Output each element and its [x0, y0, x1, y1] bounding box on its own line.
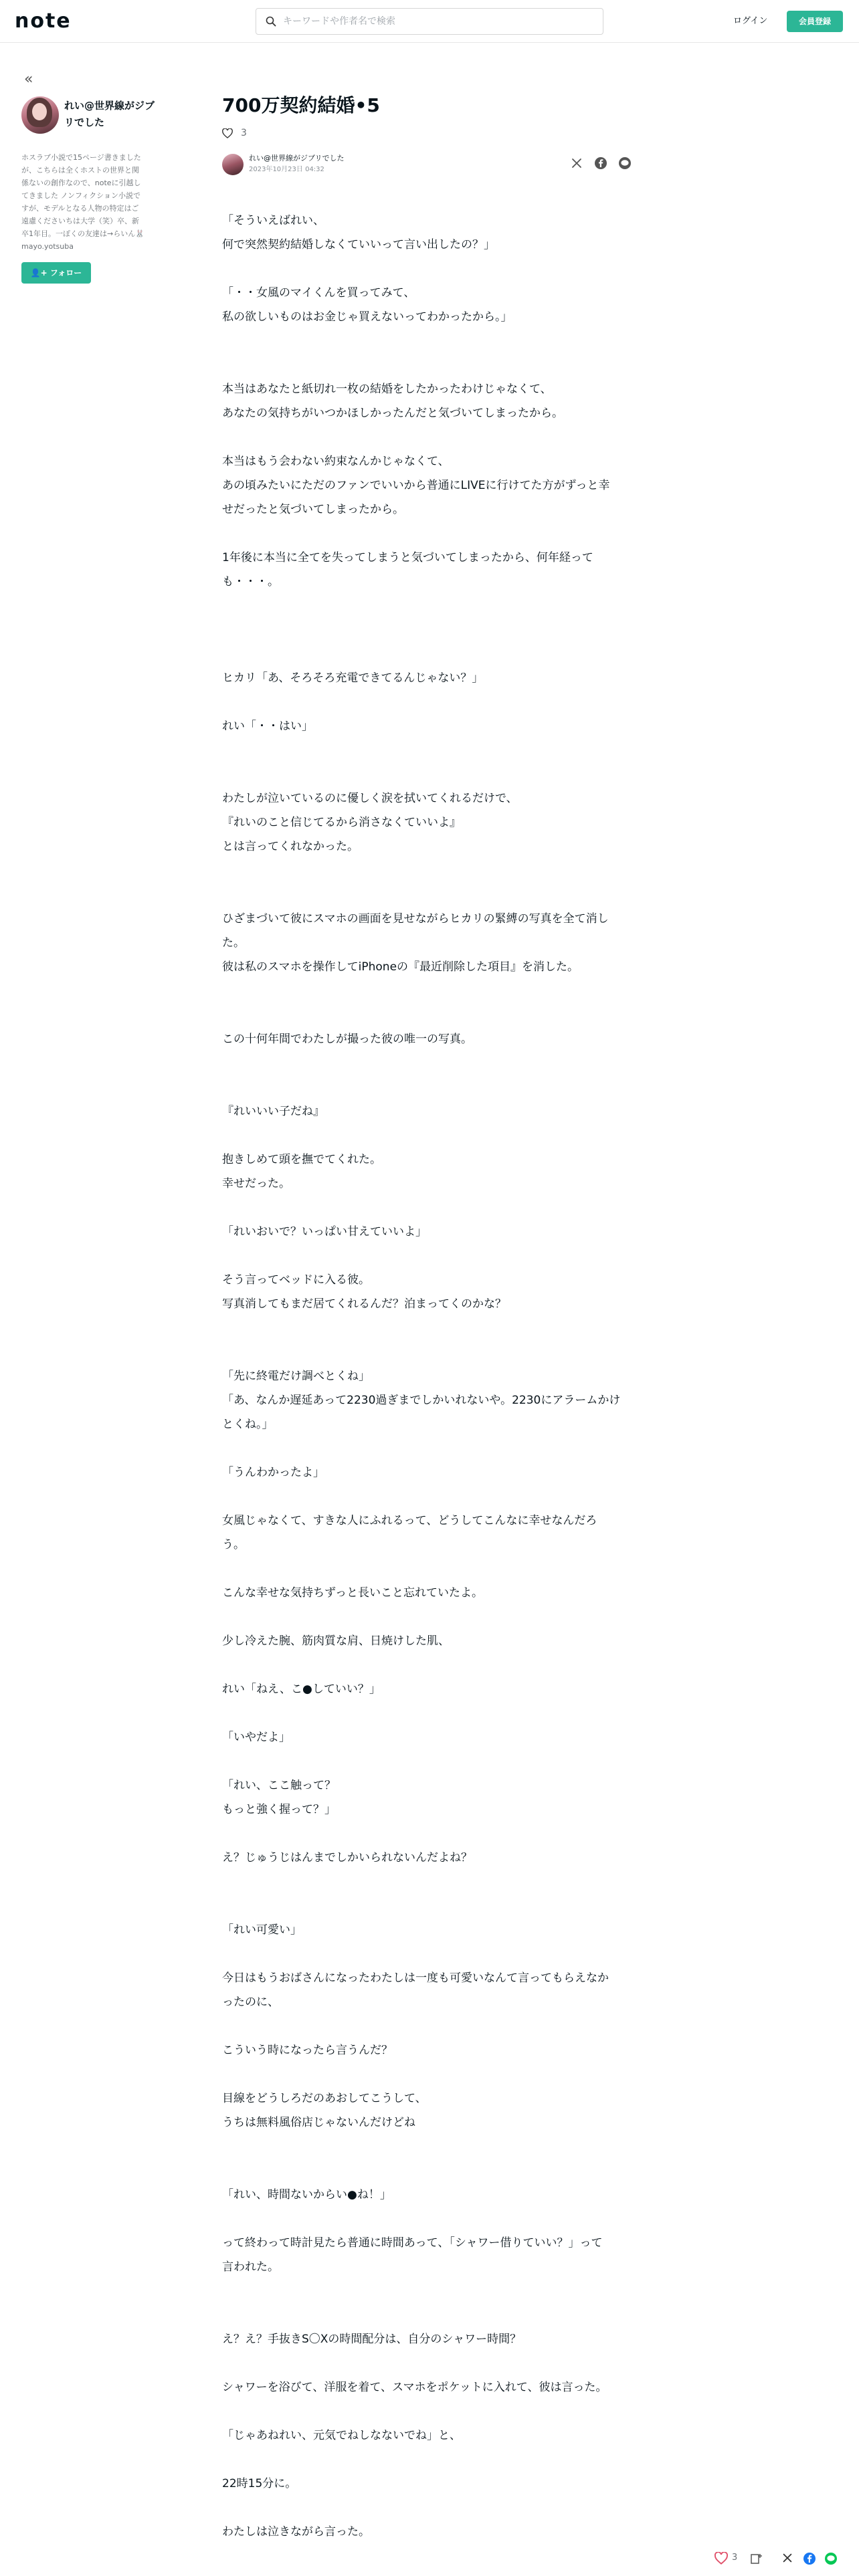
article-title: 700万契約結婚•5 [222, 94, 380, 116]
article-paragraph: も・・・。 [222, 575, 279, 588]
x-share-icon[interactable] [570, 156, 586, 173]
byline-author-name[interactable]: れい@世界線がジブリでした [249, 154, 345, 163]
article-paragraph: うちは無料風俗店じゃないんだけどね [222, 2116, 415, 2129]
float-line-share-icon[interactable] [824, 2552, 838, 2568]
article-paragraph: 言われた。 [222, 2260, 279, 2274]
heart-icon[interactable] [222, 128, 233, 138]
article-paragraph: 「いやだよ」 [222, 1731, 290, 1744]
note-logo[interactable]: note [15, 9, 72, 33]
author-bio: ホスラブ小説で15ページ書きましたが、こちらは全くホストの世界と関係ないの創作なので、noteに引越してきました ノンフィクション小説ですが、モデルとなる人物の特定はご遠慮くださいちは大学（笑）卒、新卒1年目。一ぽくの友達は→らいん🐰 mayo.yotsuba [21, 153, 145, 251]
article-paragraph: シャワーを浴びて、洋服を着て、スマホをポケットに入れて、彼は言った。 [222, 2381, 607, 2394]
follow-label: フォロー [50, 268, 82, 278]
article-paragraph: ひざまづいて彼にスマホの画面を見せながらヒカリの緊縛の写真を全て消し [222, 912, 609, 926]
like-area[interactable] [222, 126, 247, 140]
float-x-share-icon[interactable] [781, 2552, 793, 2567]
article-paragraph: 写真消してもまだ居てくれるんだ？泊まってくのかな？ [222, 1297, 506, 1311]
article-paragraph: この十何年間でわたしが撮った彼の唯一の写真。 [222, 1033, 472, 1046]
article-paragraph: 今日はもうおばさんになったわたしは一度も可愛いなんて言ってもらえなか [222, 1971, 609, 1985]
top-header [0, 0, 859, 43]
article-paragraph: 「れいおいで？いっぱい甘えていいよ」 [222, 1225, 427, 1239]
article-paragraph: 女風じゃなくて、すきな人にふれるって、どうしてこんなに幸せなんだろ [222, 1514, 597, 1527]
collapse-sidebar-icon[interactable]: « [24, 71, 33, 88]
article-paragraph: あなたの気持ちがいつかほしかったんだと気づいてしまったから。 [222, 407, 563, 420]
author-name[interactable]: れい@世界線がジブリでした [64, 100, 155, 128]
article-paragraph: とくね。」 [222, 1418, 274, 1431]
avatar-face [32, 103, 47, 120]
article-paragraph: 「先に終電だけ調べとくね」 [222, 1370, 370, 1383]
article-paragraph: 彼は私のスマホを操作してiPhoneの『最近削除した項目』を消した。 [222, 960, 579, 974]
article-paragraph: 「あ、なんか遅延あって2230過ぎまでしかいれないや。2230にアラームかけ [222, 1394, 621, 1407]
article-paragraph: せだったと気づいてしまったから。 [222, 503, 404, 516]
magazine-add-icon[interactable] [749, 2552, 763, 2568]
article-paragraph: とは言ってくれなかった。 [222, 840, 359, 853]
login-link[interactable]: ログイン [733, 16, 768, 26]
article-paragraph: れい「・・はい」 [222, 720, 313, 733]
article-paragraph: わたしが泣いているのに優しく涙を拭いてくれるだけで、 [222, 792, 518, 805]
search-input[interactable] [283, 13, 591, 30]
article-paragraph: 私の欲しいものはお金じゃ買えないってわかったから。」 [222, 310, 512, 324]
follow-button[interactable] [21, 262, 91, 284]
article-paragraph: 本当はあなたと紙切れ一枚の結婚をしたかったわけじゃなくて、 [222, 383, 552, 396]
article-paragraph: え？じゅうじはんまでしかいられないんだよね？ [222, 1851, 472, 1864]
article-paragraph: 本当はもう会わない約束なんかじゃなくて、 [222, 455, 450, 468]
article-byline [222, 152, 637, 177]
article-paragraph: そう言ってベッドに入る彼。 [222, 1273, 370, 1287]
article-paragraph: 『れいのこと信じてるから消さなくていいよ』 [222, 816, 461, 829]
article-paragraph: ヒカリ「あ、そろそろ充電できてるんじゃない？」 [222, 671, 484, 685]
article-paragraph: れい「ねえ、こ●していい？」 [222, 1683, 381, 1696]
floating-action-bar [709, 2548, 859, 2572]
article-paragraph: 「れい、時間ないからい●ね！」 [222, 2188, 391, 2202]
article-paragraph: 何で突然契約結婚しなくていいって言い出したの？」 [222, 238, 495, 251]
publish-date: 2023年10月23日 04:32 [249, 166, 324, 173]
article-paragraph: 「れい可愛い」 [222, 1923, 302, 1937]
article-paragraph: 少し冷えた腕、筋肉質な肩、日焼けした肌、 [222, 1634, 450, 1648]
article-paragraph: 抱きしめて頭を撫でてくれた。 [222, 1153, 381, 1166]
article-paragraph: ったのに、 [222, 1996, 279, 2009]
article-paragraph: 「・・女風のマイくんを買ってみて、 [222, 286, 415, 300]
article-paragraph: こんな幸せな気持ちずっと長いこと忘れていたよ。 [222, 1586, 483, 1600]
article-paragraph: 『れいいい子だね』 [222, 1105, 324, 1118]
article-paragraph: え？え？手抜きS〇Xの時間配分は、自分のシャワー時間？ [222, 2333, 522, 2346]
facebook-share-icon[interactable] [594, 156, 610, 173]
float-heart-icon[interactable] [714, 2552, 728, 2567]
article-paragraph: もっと強く握って？」 [222, 1803, 336, 1816]
article-paragraph: 「そういえばれい、 [222, 214, 324, 227]
article-paragraph: う。 [222, 1538, 245, 1551]
float-like-count: 3 [732, 2553, 738, 2563]
search-icon [266, 16, 276, 27]
signup-button[interactable]: 会員登録 [787, 11, 843, 32]
like-count: 3 [241, 128, 247, 138]
article-paragraph: あの頃みたいにただのファンでいいから普通にLIVEに行けてた方がずっと幸 [222, 479, 610, 492]
article-paragraph: 「うんわかったよ」 [222, 1466, 324, 1479]
float-facebook-share-icon[interactable] [803, 2552, 816, 2568]
line-share-icon[interactable] [618, 156, 634, 173]
article-paragraph: 目線をどうしろだのあおしてこうして、 [222, 2092, 427, 2105]
article-paragraph: た。 [222, 936, 245, 950]
article-paragraph: 「れい、ここ触って？ [222, 1779, 336, 1792]
byline-avatar[interactable] [222, 154, 244, 175]
search-box[interactable] [256, 8, 603, 35]
article-paragraph: わたしは泣きながら言った。 [222, 2525, 370, 2539]
article-paragraph: 「じゃあねれい、元気でねしなないでね」と、 [222, 2429, 461, 2442]
author-avatar[interactable] [21, 96, 59, 134]
add-user-icon: 👤+ [30, 268, 47, 278]
article-paragraph: って終わって時計見たら普通に時間あって、「シャワー借りていい？」って [222, 2236, 603, 2250]
article-paragraph: 22時15分に。 [222, 2477, 297, 2490]
article-paragraph: こういう時になったら言うんだ？ [222, 2044, 393, 2057]
article-paragraph: 幸せだった。 [222, 1177, 290, 1190]
article-paragraph: 1年後に本当に全てを失ってしまうと気づいてしまったから、何年経って [222, 551, 593, 564]
